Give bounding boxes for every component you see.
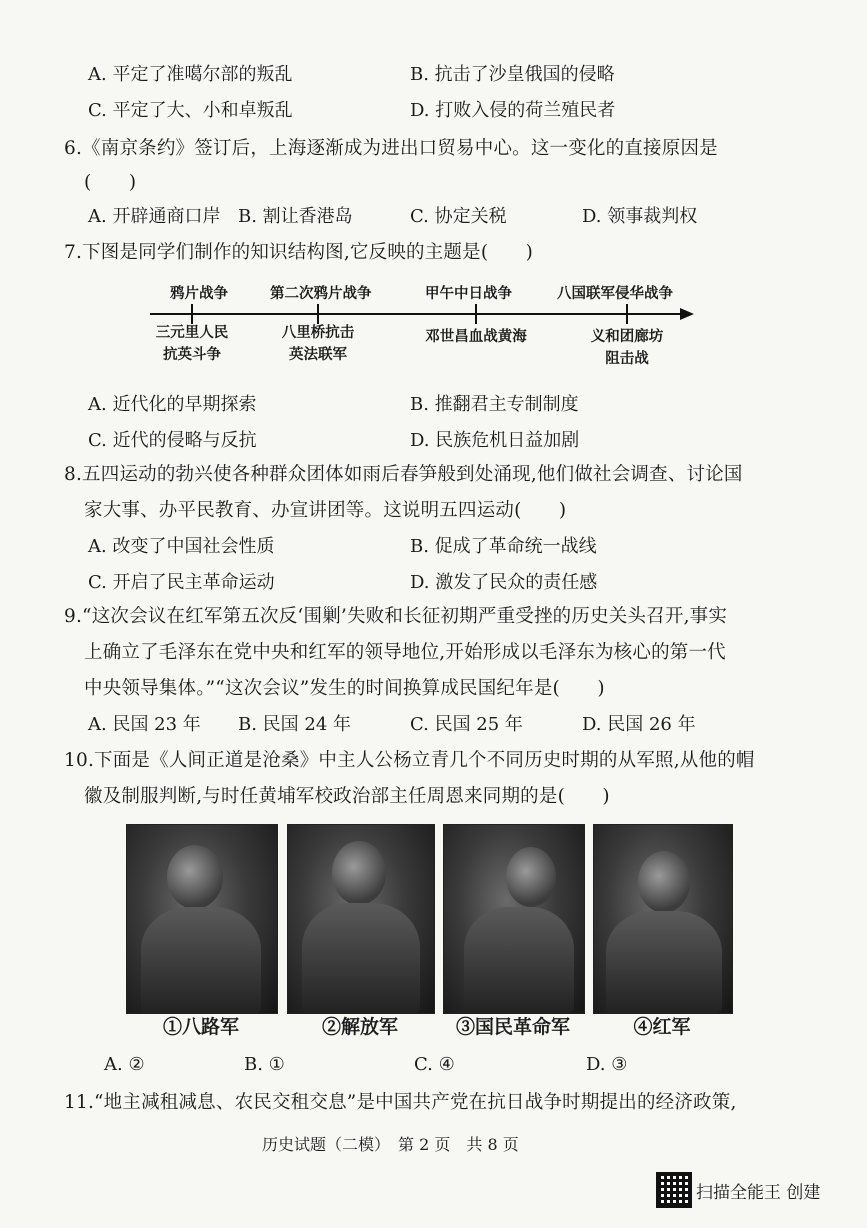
caption-eighth-route-army: ①八路军 bbox=[162, 1016, 239, 1038]
q10-option-c: C. ④ bbox=[414, 1054, 455, 1075]
q9-stem-line3: 中央领导集体。”“这次会议”发生的时间换算成民国纪年是( ) bbox=[84, 678, 605, 699]
q9-stem-line1: 9.“这次会议在红军第五次反‘围剿’失败和长征初期严重受挫的历史关头召开,事实 bbox=[64, 606, 728, 627]
timeline-event-eight-nation-war: 八国联军侵华战争 bbox=[557, 285, 673, 302]
q5-option-a: A. 平定了准噶尔部的叛乱 bbox=[88, 64, 293, 85]
q6-option-a: A. 开辟通商口岸 bbox=[88, 206, 221, 227]
q8-option-b: B. 促成了革命统一战线 bbox=[410, 536, 597, 557]
timeline-event-second-opium-war: 第二次鸦片战争 bbox=[270, 285, 372, 302]
q8-stem-line2: 家大事、办平民教育、办宣讲团等。这说明五四运动( ) bbox=[84, 500, 567, 521]
q9-option-d: D. 民国 26 年 bbox=[582, 714, 696, 735]
q6-stem: 6.《南京条约》签订后，上海逐渐成为进出口贸易中心。这一变化的直接原因是 bbox=[64, 138, 718, 159]
page-footer: 历史试题（二模） 第 2 页 共 8 页 bbox=[262, 1135, 519, 1154]
q9-option-c: C. 民国 25 年 bbox=[410, 714, 523, 735]
q5-option-c: C. 平定了大、小和卓叛乱 bbox=[88, 100, 293, 121]
caption-red-army: ④红军 bbox=[633, 1016, 691, 1038]
q8-stem-line1: 8.五四运动的勃兴使各种群众团体如雨后春笋般到处涌现,他们做社会调查、讨论国 bbox=[64, 464, 743, 485]
timeline-event-opium-war: 鸦片战争 bbox=[170, 285, 228, 302]
q6-option-d: D. 领事裁判权 bbox=[582, 206, 698, 227]
q8-option-d: D. 激发了民众的责任感 bbox=[410, 572, 598, 593]
q8-option-a: A. 改变了中国社会性质 bbox=[88, 536, 275, 557]
q7-option-d: D. 民族危机日益加剧 bbox=[410, 430, 580, 451]
q6-option-b: B. 割让香港岛 bbox=[238, 206, 353, 227]
q11-stem-line1: 11.“地主减租减息、农民交租交息”是中国共产党在抗日战争时期提出的经济政策, bbox=[64, 1092, 737, 1113]
q10-stem-line2: 徽及制服判断,与时任黄埔军校政治部主任周恩来同期的是( ) bbox=[84, 786, 610, 807]
timeline-resistance-baliqiao: 八里桥抗击 英法联军 bbox=[281, 324, 355, 363]
photo-eighth-route-army bbox=[126, 824, 278, 1014]
knowledge-timeline bbox=[0, 270, 867, 380]
q7-option-a: A. 近代化的早期探索 bbox=[88, 394, 257, 415]
photo-liberation-army bbox=[287, 824, 435, 1014]
q10-stem-line1: 10.下面是《人间正道是沧桑》中主人公杨立青几个不同历史时期的从军照,从他的帽 bbox=[64, 750, 755, 771]
timeline-event-sino-japanese-war: 甲午中日战争 bbox=[425, 285, 512, 302]
q5-option-d: D. 打败入侵的荷兰殖民者 bbox=[410, 100, 616, 121]
q6-answer-paren: ( ) bbox=[84, 172, 137, 193]
q7-stem: 7.下图是同学们制作的知识结构图,它反映的主题是( ) bbox=[64, 242, 534, 263]
q5-option-b: B. 抗击了沙皇俄国的侵略 bbox=[410, 64, 615, 85]
q9-option-a: A. 民国 23 年 bbox=[88, 714, 201, 735]
q7-option-c: C. 近代的侵略与反抗 bbox=[88, 430, 257, 451]
q10-option-d: D. ③ bbox=[586, 1054, 628, 1075]
q10-option-a: A. ② bbox=[104, 1054, 145, 1075]
q10-option-b: B. ① bbox=[244, 1054, 285, 1075]
q7-option-b: B. 推翻君主专制制度 bbox=[410, 394, 579, 415]
scanner-watermark: 扫描全能王 创建 bbox=[696, 1183, 821, 1203]
timeline-resistance-sanyuanli: 三元里人民 抗英斗争 bbox=[155, 324, 229, 363]
photo-red-army bbox=[593, 824, 733, 1014]
timeline-resistance-boxer-langfang: 义和团廊坊 阻击战 bbox=[590, 328, 664, 367]
q9-option-b: B. 民国 24 年 bbox=[238, 714, 352, 735]
caption-national-revolutionary-army: ③国民革命军 bbox=[455, 1016, 570, 1038]
photo-national-revolutionary-army bbox=[443, 824, 585, 1014]
q6-option-c: C. 协定关税 bbox=[410, 206, 507, 227]
q8-option-c: C. 开启了民主革命运动 bbox=[88, 572, 275, 593]
q9-stem-line2: 上确立了毛泽东在党中央和红军的领导地位,开始形成以毛泽东为核心的第一代 bbox=[84, 642, 726, 663]
qr-code-icon bbox=[656, 1172, 692, 1208]
caption-liberation-army: ②解放军 bbox=[321, 1016, 398, 1038]
timeline-resistance-deng-shichang: 邓世昌血战黄海 bbox=[425, 328, 527, 345]
